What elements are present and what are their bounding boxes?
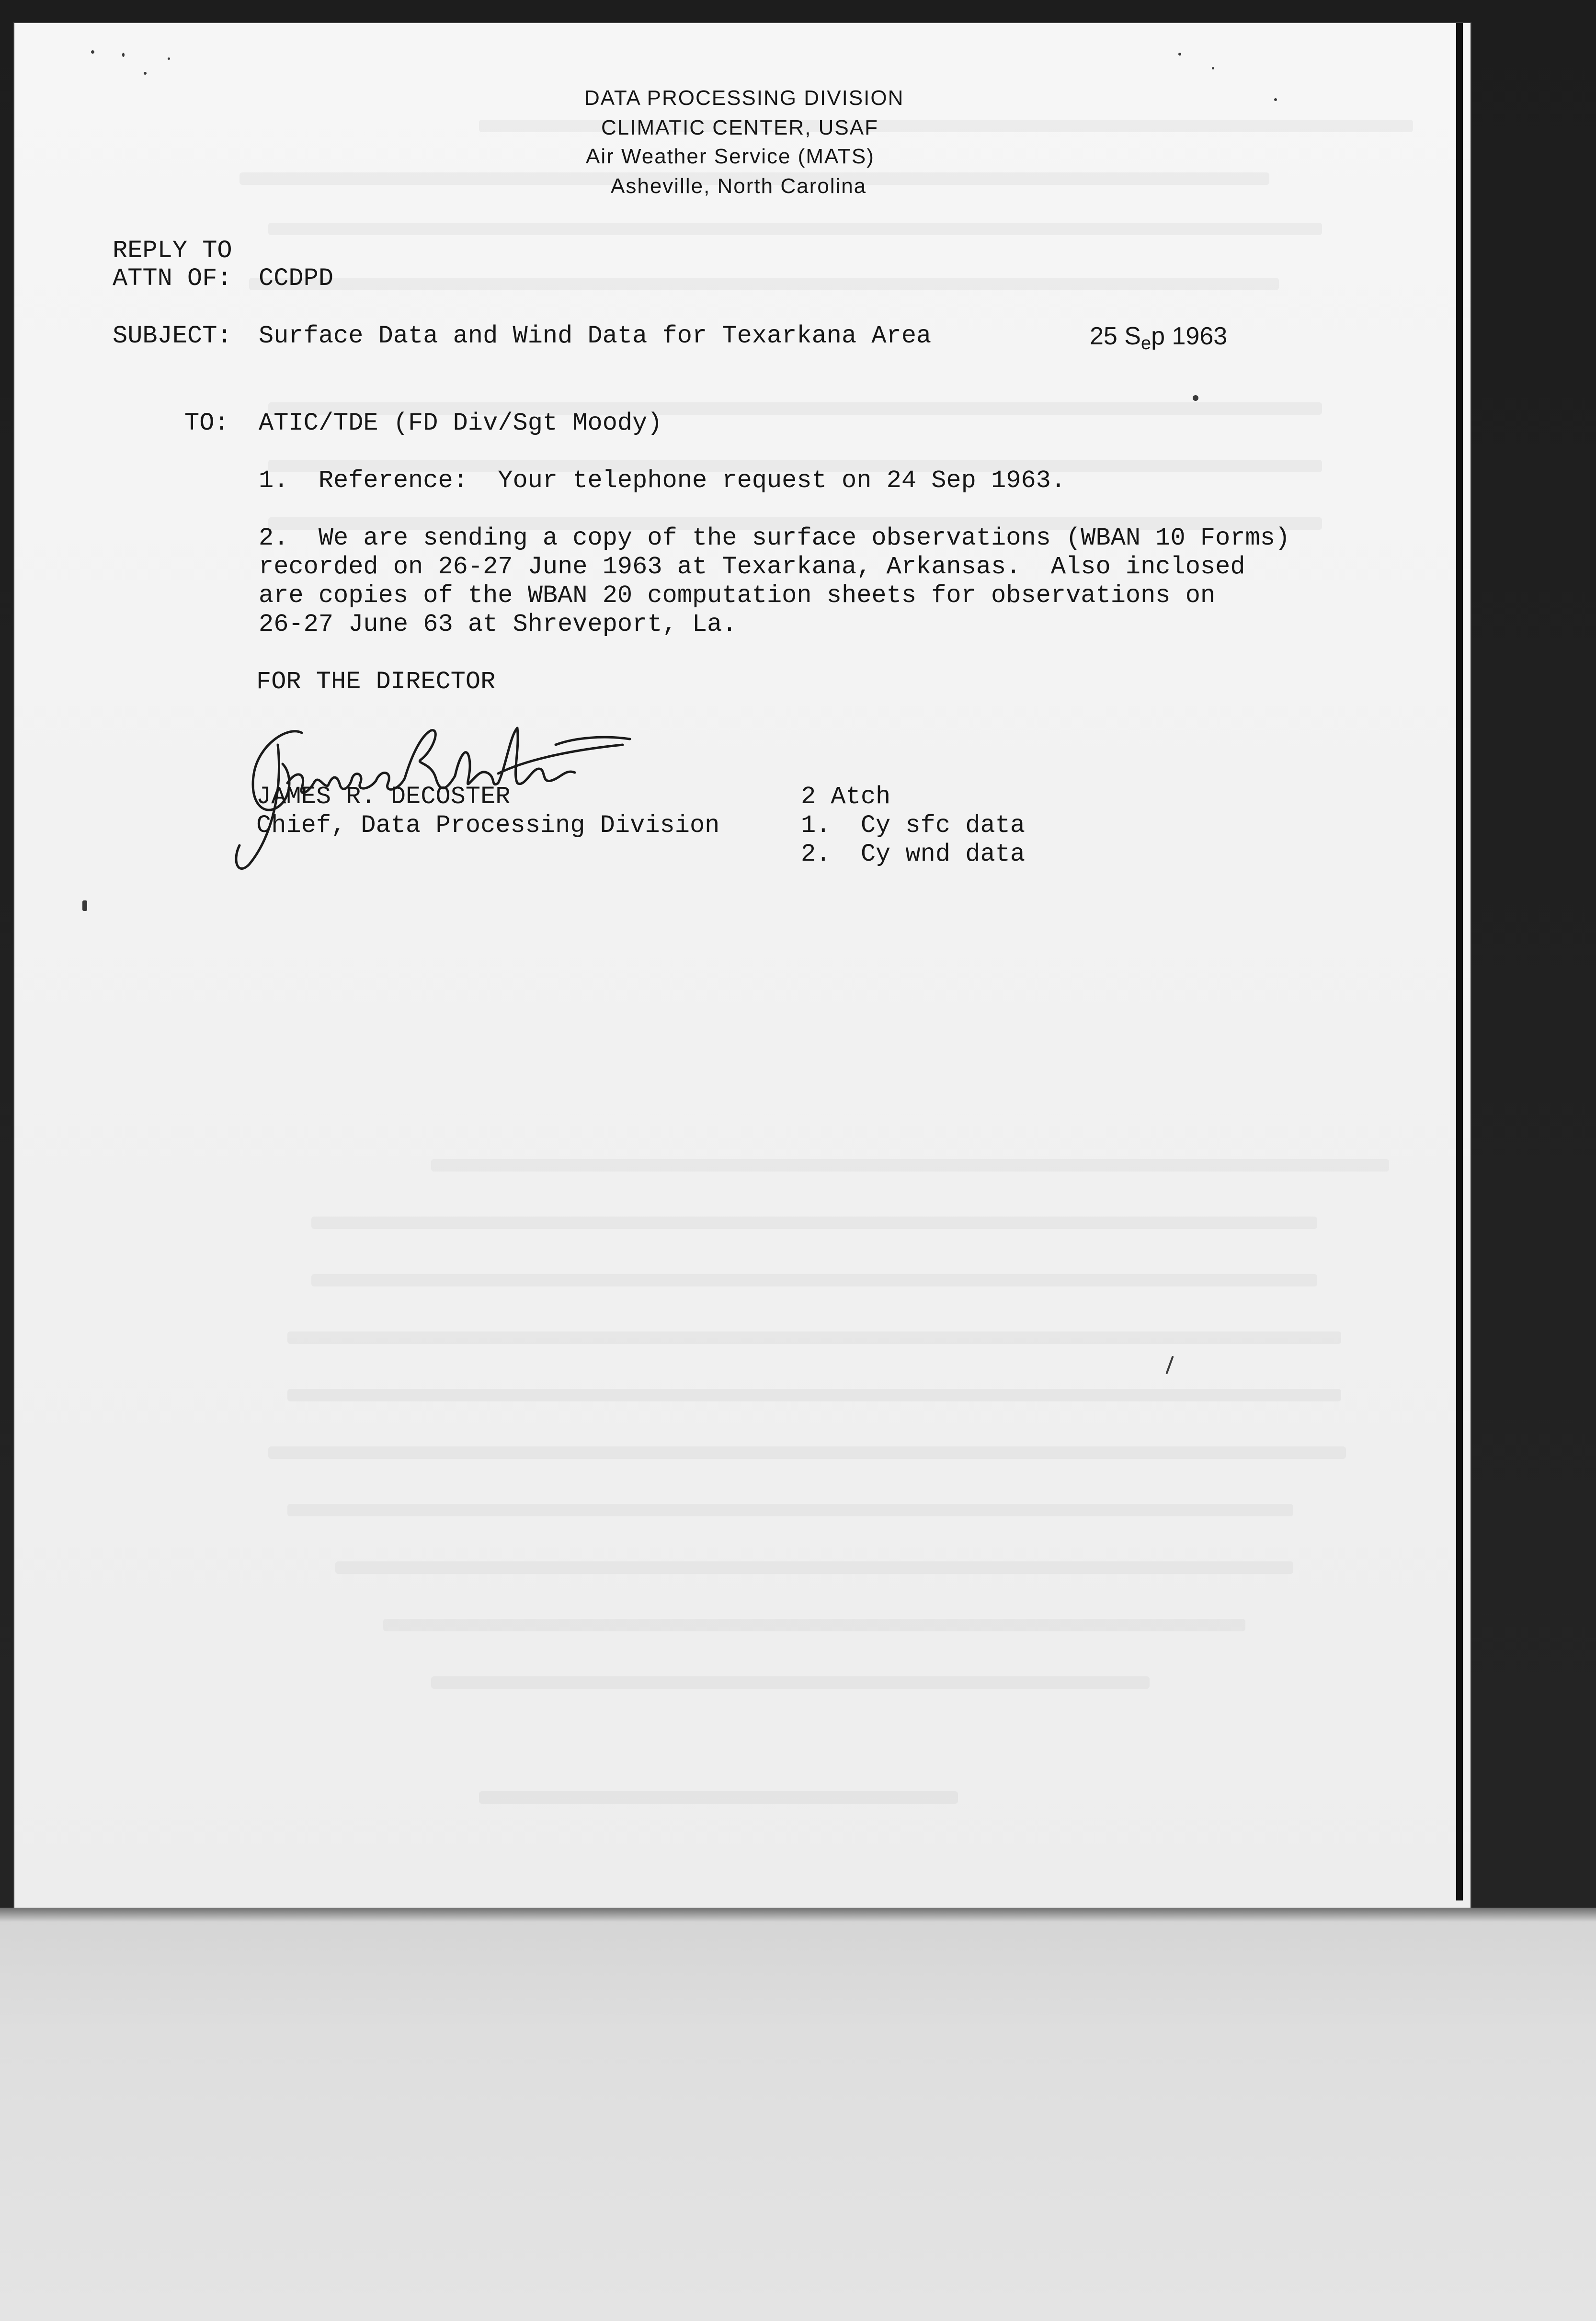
attachment-item-2: 2. Cy wnd data	[801, 840, 1026, 868]
bleed-through-line	[287, 1504, 1293, 1516]
scan-speck	[1212, 67, 1214, 69]
letterhead-line-3: Air Weather Service (MATS)	[586, 145, 875, 168]
paragraph-2-line-4: 26-27 June 63 at Shreveport, La.	[259, 610, 737, 638]
date-day: 25 S	[1090, 322, 1141, 350]
paragraph-2-line-1: 2. We are sending a copy of the surface observations (WBAN 10 Forms)	[259, 524, 1290, 552]
scan-speck	[82, 900, 87, 911]
bleed-through-line	[383, 1619, 1245, 1631]
reply-to-label: REPLY TO	[113, 237, 232, 265]
scan-speck	[1274, 98, 1277, 101]
scan-speck	[122, 53, 125, 57]
scan-speck	[1193, 395, 1198, 401]
paragraph-2-line-3: are copies of the WBAN 20 computation sheets for observations on	[259, 581, 1216, 610]
subject-label: SUBJECT:	[113, 322, 232, 350]
scan-speck	[91, 50, 94, 54]
closing-for-the-director: FOR THE DIRECTOR	[256, 668, 496, 696]
bleed-through-line	[431, 1159, 1389, 1172]
bleed-through-line	[249, 278, 1279, 290]
bleed-through-line	[287, 1331, 1341, 1344]
to-label: TO:	[184, 409, 229, 437]
letterhead-line-2: CLIMATIC CENTER, USAF	[601, 116, 879, 139]
bleed-through-line	[268, 1446, 1346, 1459]
to-value: ATIC/TDE (FD Div/Sgt Moody)	[259, 409, 662, 437]
bleed-through-line	[431, 1676, 1150, 1689]
bleed-through-line	[479, 1791, 958, 1804]
bleed-through-line	[311, 1274, 1317, 1286]
bleed-through-line	[335, 1561, 1293, 1574]
signer-title: Chief, Data Processing Division	[256, 811, 720, 840]
paragraph-1: 1. Reference: Your telephone request on 24 Sep 1963.	[259, 466, 1066, 495]
subject-value: Surface Data and Wind Data for Texarkana Area	[259, 322, 932, 350]
signer-name: JAMES R. DECOSTER	[256, 783, 511, 811]
date-rest: p 1963	[1151, 322, 1228, 350]
underlying-page	[0, 1908, 1596, 2321]
attn-of-value: CCDPD	[259, 264, 334, 293]
scan-speck	[1178, 53, 1181, 56]
scan-speck	[144, 72, 147, 75]
scan-speck	[168, 57, 170, 60]
attn-of-label: ATTN OF:	[113, 264, 232, 293]
date-subscript: e	[1140, 333, 1151, 353]
attachments-header: 2 Atch	[801, 783, 891, 811]
letterhead-line-4: Asheville, North Carolina	[611, 174, 867, 198]
paragraph-2-line-2: recorded on 26-27 June 1963 at Texarkana, Arkansas. Also inclosed	[259, 553, 1245, 581]
bleed-through-line	[311, 1217, 1317, 1229]
attachment-item-1: 1. Cy sfc data	[801, 811, 1026, 840]
letterhead-line-1: DATA PROCESSING DIVISION	[584, 86, 904, 110]
page-edge-shadow	[1456, 23, 1463, 1900]
page-shadow	[0, 1908, 1596, 1922]
bleed-through-line	[287, 1389, 1341, 1401]
letter-date	[1090, 322, 1227, 351]
bleed-through-line	[268, 223, 1322, 235]
